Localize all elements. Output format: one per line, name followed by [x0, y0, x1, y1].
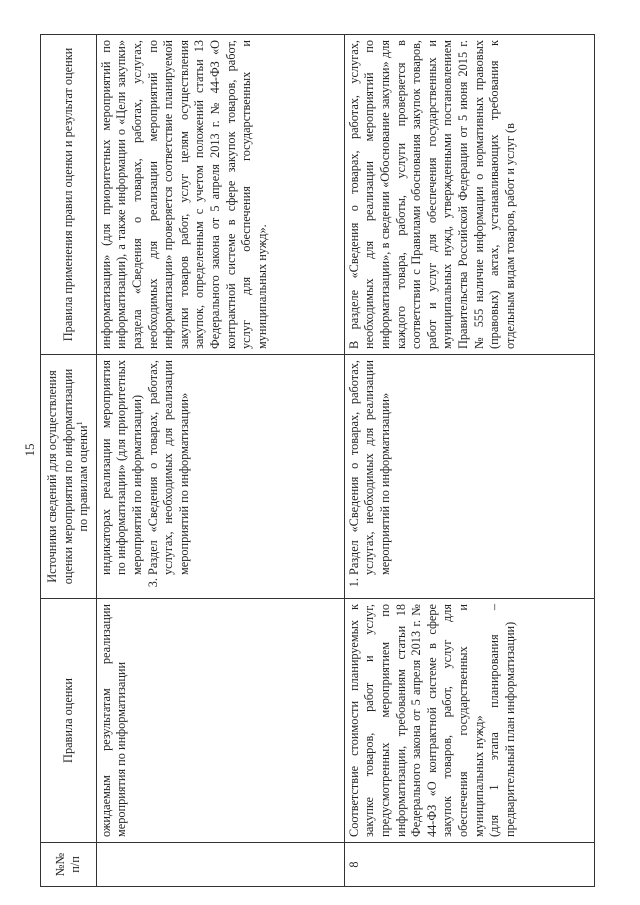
rule-cell	[344, 599, 594, 843]
source-list	[146, 360, 193, 593]
source-cell	[96, 355, 344, 599]
header-application: Правила применения правил оценки и результат оценки	[41, 35, 97, 355]
page-number: 15	[22, 443, 37, 457]
table-header-row	[41, 35, 97, 887]
rule-note: (для 1 этапа планирования – предварительный план информатизации)	[487, 604, 517, 837]
rule-cell: ожидаемым результатам реализации мероприятия по информатизации	[96, 599, 344, 843]
table-row	[344, 35, 594, 887]
assessment-table	[40, 34, 595, 887]
header-source-text: Источники сведений для осуществления оценки мероприятия по информатизации по правилам оценки	[45, 368, 91, 585]
header-rule: Правила оценки	[41, 599, 97, 843]
header-source	[41, 355, 97, 599]
application-cell: информатизации» (для приоритетных мероприятий по информатизации), а также информации о «Цели закупки» раздела «Сведения о товарах, работах, услугах, необходимых для реализации мероприятий по информатизации» проверяется соответствие планируемой закупки товаров работ, услуг целям осуществления закупок, определенным с учетом положений статьи 13 Федерального закона от 5 апреля 2013 г. № 44-ФЗ «О контрактной системе в сфере закупок товаров, работ, услуг для обеспечения государственных и муниципальных нужд».	[96, 35, 344, 355]
rule-text: Соответствие стоимости планируемых к закупке товаров, работ и услуг, предусмотренных мероприятием по информатизации, требованиям статьи 18 Федерального закона от 5 апреля 2013 г. № 44-ФЗ «О контрактной системе в сфере закупок товаров, работ, услуг для обеспечения государственных и муниципальных нужд»	[346, 604, 486, 837]
source-cell	[344, 355, 594, 599]
source-item: 3. Раздел «Сведения о товарах, работах, услугах, необходимых для реализации мероприятий по информатизации»	[146, 360, 193, 575]
table-row	[96, 35, 344, 887]
row-number	[96, 843, 344, 887]
source-list	[347, 360, 394, 593]
application-cell: В разделе «Сведения о товарах, работах, услугах, необходимых для реализации мероприятий по информатизации», в сведении «Обоснование закупки» для каждого товара, работы, услуги проверяется в соответствии с Правилами обоснования закупок товаров, работ и услуг для обеспечения государственных и муниципальных нужд, утвержденными постановлением Правительства Российской Федерации от 5 июня 2015 г. № 555 наличие информации о нормативных правовых (правовых) актах, устанавливающих требования к отдельным видам товаров, работ и услуг (в	[344, 35, 594, 355]
source-text: индикаторах реализации мероприятия по информатизации» (для приоритетных мероприятий по информатизации)	[98, 360, 144, 575]
source-item: 1. Раздел «Сведения о товарах, работах, услугах, необходимых для реализации мероприятий по информатизации»	[347, 360, 394, 575]
row-number: 8	[344, 843, 594, 887]
header-num: №№ п/п	[41, 843, 97, 887]
footnote-marker: 1	[75, 421, 85, 426]
